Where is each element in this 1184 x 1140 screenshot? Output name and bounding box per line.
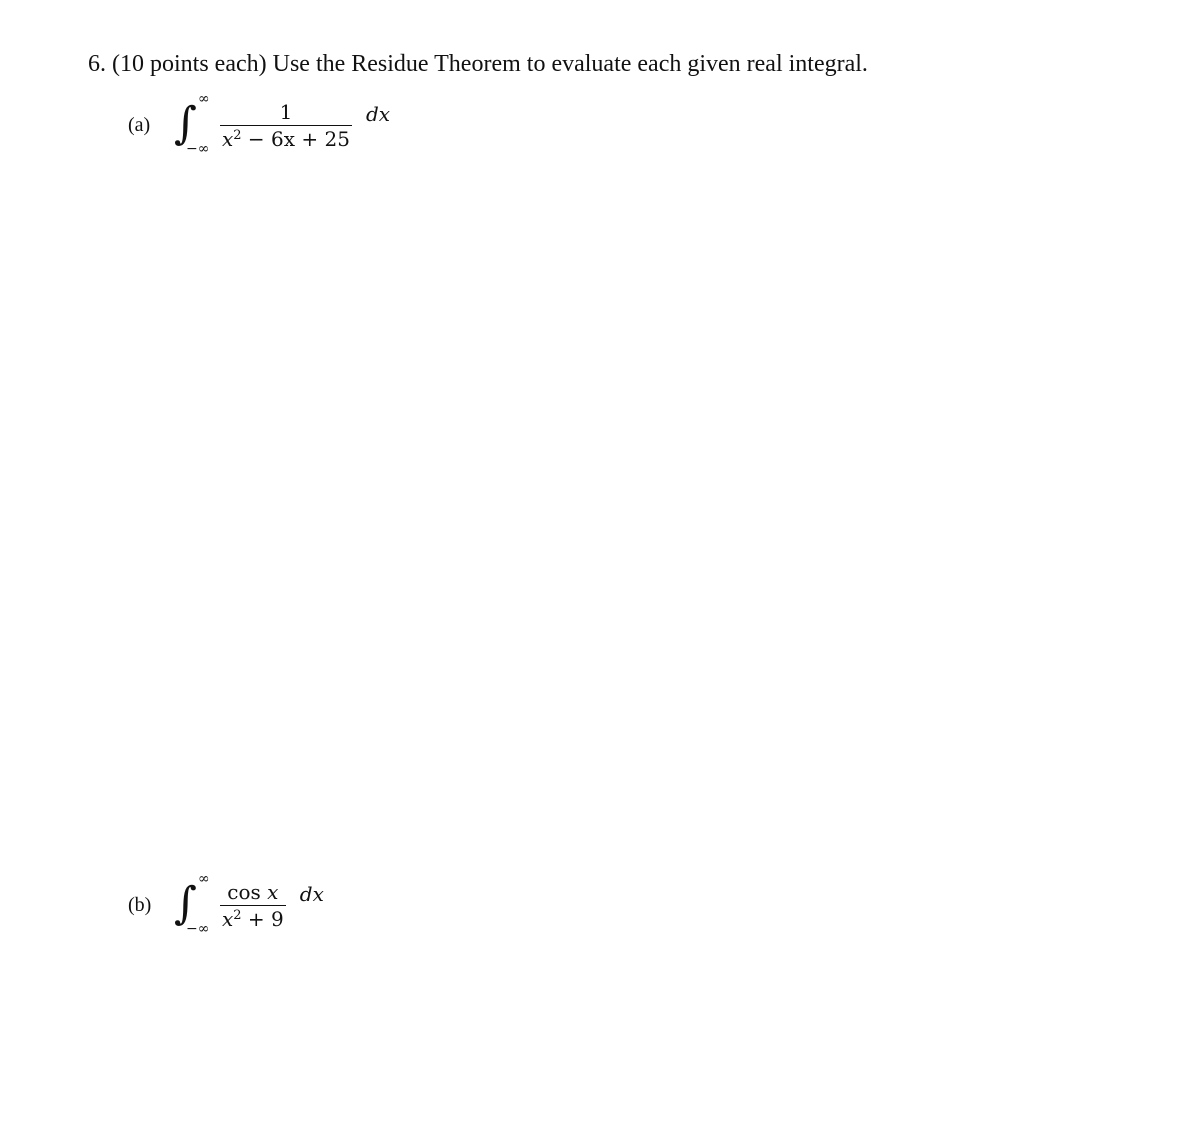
- part-b-denominator-var: x: [222, 906, 234, 931]
- part-b-fraction: [220, 879, 286, 932]
- part-b: [128, 870, 324, 940]
- integral-sign-icon: ∫: [174, 98, 197, 149]
- part-a-denominator-exponent: 2: [233, 127, 242, 143]
- part-b-denominator: [220, 906, 286, 932]
- integral-sign-icon: ∫: [174, 878, 197, 929]
- part-a-denominator-rest: − 6x + 25: [241, 126, 350, 151]
- part-a: [128, 90, 390, 160]
- part-a-upper-limit: ∞: [198, 91, 210, 107]
- part-b-numerator-var: x: [267, 879, 279, 904]
- part-a-fraction: [220, 99, 352, 152]
- part-a-differential: dx: [365, 102, 391, 126]
- part-b-denominator-exponent: 2: [233, 907, 242, 923]
- part-b-upper-limit: ∞: [198, 871, 210, 887]
- part-b-integral: [172, 870, 220, 940]
- part-b-lower-limit: −∞: [186, 921, 210, 937]
- part-a-denominator: [220, 126, 352, 152]
- problem-heading: 6. (10 points each) Use the Residue Theorem to evaluate each given real integral.: [88, 51, 868, 77]
- part-b-denominator-rest: + 9: [241, 906, 284, 931]
- part-a-integral: [172, 90, 220, 160]
- part-b-numerator: [225, 879, 280, 905]
- part-b-label: (b): [128, 893, 152, 916]
- part-b-numerator-func: cos: [227, 879, 268, 904]
- part-a-lower-limit: −∞: [186, 141, 210, 157]
- part-a-denominator-var: x: [222, 126, 234, 151]
- part-a-label: (a): [128, 113, 151, 136]
- part-a-numerator: 1: [279, 99, 293, 124]
- part-b-differential: dx: [299, 882, 324, 906]
